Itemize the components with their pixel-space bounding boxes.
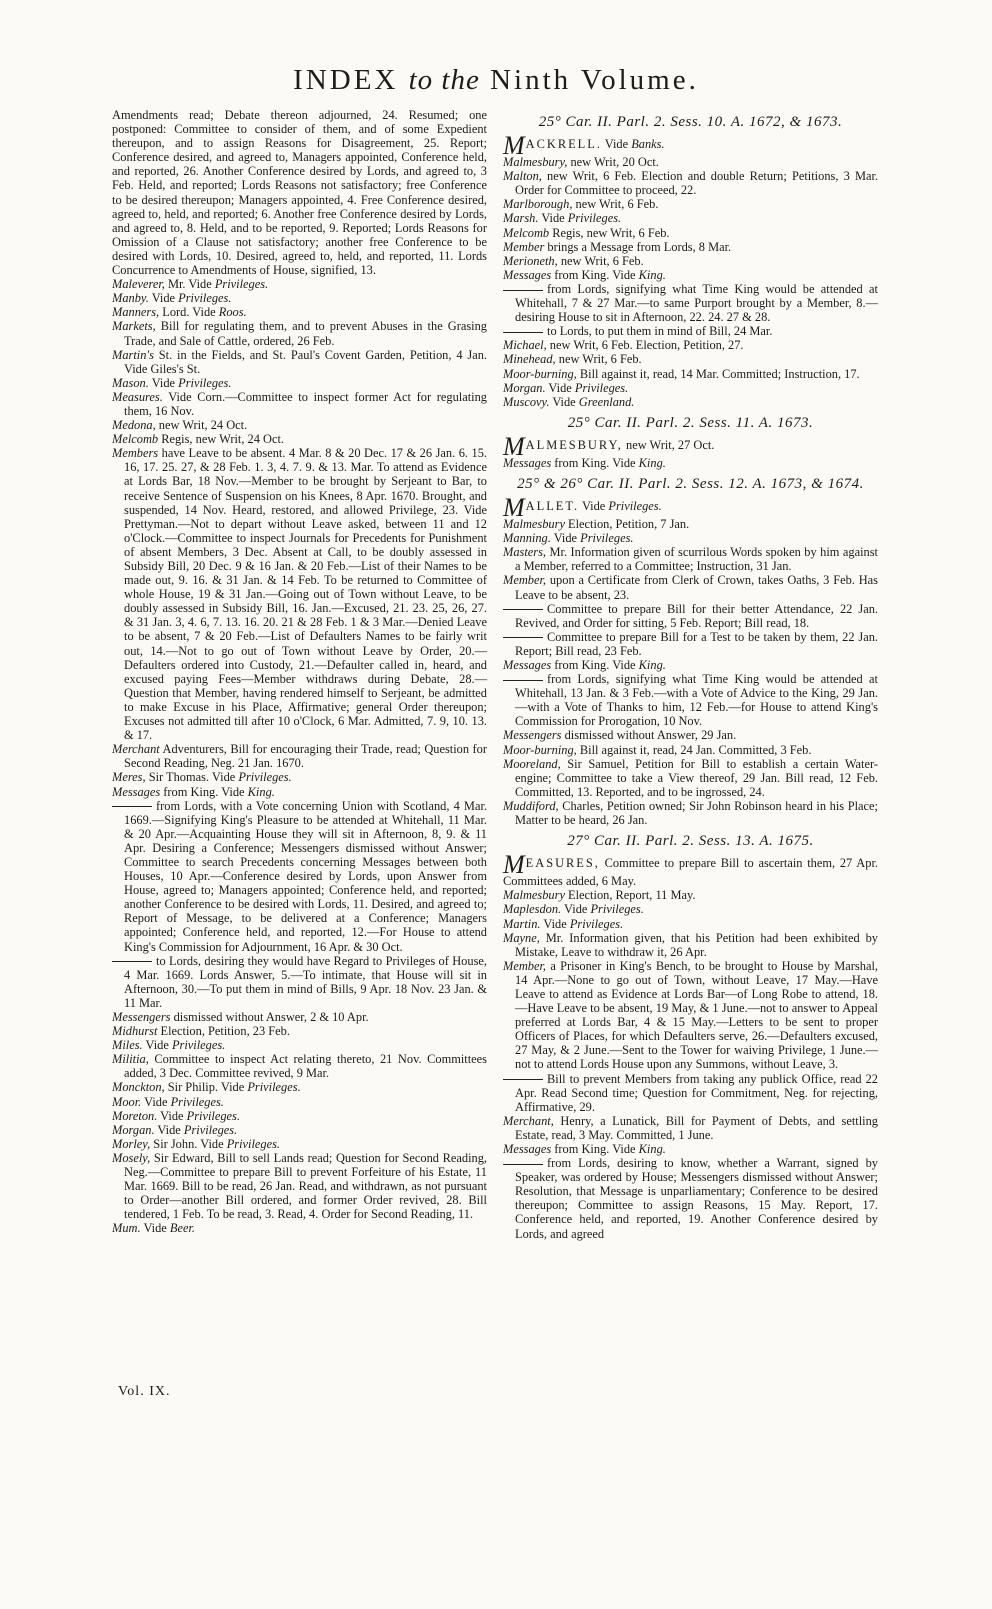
- ditto-dash: [503, 1164, 543, 1165]
- index-entry: [503, 338, 878, 352]
- index-entry: [503, 431, 878, 461]
- index-entry: [503, 630, 878, 658]
- entry-heading: Measures.: [112, 389, 163, 404]
- entry-text: new Writ, 27 Oct.: [622, 437, 715, 452]
- index-entry: [503, 531, 878, 545]
- page-title: [0, 64, 992, 97]
- index-entry: [503, 367, 878, 381]
- entry-heading: Merchant,: [503, 1113, 554, 1128]
- index-entry: [503, 381, 878, 395]
- entry-heading: Malmesbury: [503, 517, 565, 532]
- entry-text: Lord. Vide: [159, 305, 219, 320]
- entry-heading: Martin.: [503, 916, 541, 931]
- entry-heading: Meres,: [112, 770, 146, 785]
- index-entry: [503, 1142, 878, 1156]
- entry-heading: Moor-burning,: [503, 742, 577, 757]
- cross-reference: Privileges.: [608, 499, 662, 514]
- index-entry: [503, 917, 878, 931]
- entry-text: Vide: [141, 1094, 171, 1109]
- entry-heading: Members: [112, 446, 159, 461]
- entry-text: Election, Report, 11 May.: [564, 888, 696, 903]
- index-entry: [503, 888, 878, 902]
- entry-text: Vide: [540, 916, 570, 931]
- index-entry: [112, 432, 487, 446]
- index-entry: [503, 743, 878, 757]
- cross-reference: Privileges.: [580, 531, 634, 546]
- index-entry: [112, 1221, 487, 1235]
- index-entry: [503, 1114, 878, 1142]
- entry-heading: Martin's: [112, 347, 154, 362]
- entry-heading: Moreton.: [112, 1108, 158, 1123]
- entry-text: Vide: [140, 1221, 170, 1236]
- ditto-dash: [112, 806, 152, 807]
- index-entry: [112, 319, 487, 347]
- entry-text: Bill against it, read, 14 Mar. Committed; Instruction, 17.: [576, 366, 860, 381]
- entry-heading: ALMESBURY,: [525, 437, 623, 452]
- ditto-dash: [503, 332, 543, 333]
- entry-heading: Mosely,: [112, 1150, 151, 1165]
- index-entry: [503, 282, 878, 324]
- entry-heading: Manby.: [112, 291, 149, 306]
- entry-heading: Mayne,: [503, 930, 540, 945]
- index-entry: [503, 240, 878, 254]
- index-entry: [112, 785, 487, 799]
- entry-heading: Morgan.: [112, 1122, 155, 1137]
- entry-text: Regis, new Writ, 24 Oct.: [158, 432, 285, 447]
- title-middle: to the: [408, 64, 480, 96]
- entry-heading: Member,: [503, 958, 547, 973]
- index-entry: [112, 305, 487, 319]
- entry-text: Vide: [601, 137, 632, 152]
- entry-heading: Melcomb: [112, 432, 159, 447]
- entry-heading: Marsh.: [503, 211, 539, 226]
- index-entry: [503, 728, 878, 742]
- entry-heading: EASURES,: [525, 856, 600, 871]
- entry-heading: Member: [503, 239, 545, 254]
- entry-heading: Messages: [503, 658, 552, 672]
- entry-heading: Mooreland,: [503, 756, 561, 771]
- index-entry: [112, 1052, 487, 1080]
- index-entry: [503, 658, 878, 672]
- entry-text: Vide: [154, 1122, 184, 1137]
- ditto-dash: [112, 961, 152, 962]
- entry-heading: Manning.: [503, 531, 551, 546]
- entry-text: Committee to prepare Bill for a Test to be taken by them, 22 Jan. Report; Bill read, 23 Feb.: [515, 629, 878, 658]
- entry-heading: Messengers: [503, 728, 562, 743]
- entry-text: dismissed without Answer, 29 Jan.: [561, 728, 737, 743]
- index-entry: [503, 959, 878, 1072]
- entry-text: Committee to prepare Bill to ascertain them, 27 Apr. Committees added, 6 May.: [503, 856, 878, 889]
- entry-text: a Prisoner in King's Bench, to be brought to House by Marshal, 14 Apr.—None to go out of Town, without Leave, 17 May.—Have Leave to attend as Evidence at Lords Bar—of Long Robe to attend, 18.—Have Leave to be absent, 19 May, & 1 June.—not to answer to Appeal preferred at Lords Bar, 4 & 15 May.—Letters to be sent to proper Officers of Places, for which Defaulters serve, 26.—Defaulters excused, 27 May, & 2 June.—Sent to the Tower for waiving Privilege, 1 June.—not to attend Lords House upon any Summons, without Leave, 3.: [515, 958, 878, 1072]
- index-entry: [112, 446, 487, 742]
- entry-heading: Melcomb: [503, 225, 550, 240]
- entry-text: from King. Vide: [551, 658, 639, 672]
- index-entry: [503, 254, 878, 268]
- entry-heading: Maleverer,: [112, 277, 165, 292]
- cross-reference: Privileges.: [247, 1080, 301, 1095]
- entry-text: new Writ, 6 Feb. Election, Petition, 27.: [546, 338, 744, 353]
- entry-heading: ALLET.: [525, 499, 580, 514]
- entry-text: from Lords, signifying what Time King would be attended at Whitehall, 7 & 27 Mar.—to same Purport brought by a Member, 8.—desiring House to sit in Afternoon, 22. 24. 27 & 28.: [515, 281, 878, 325]
- index-entry: [503, 517, 878, 531]
- entry-heading: ACKRELL.: [525, 137, 602, 152]
- index-entry: [503, 226, 878, 240]
- entry-heading: Manners,: [112, 305, 160, 320]
- cross-reference: Banks.: [631, 137, 665, 152]
- entry-text: Sir Edward, Bill to sell Lands read; Question for Second Reading, Neg.—Committee to prepare Bill to prevent Forfeiture of his Estate, 11 Mar. 1669. Bill to be read, 26 Jan. Read, and withdrawn, as not pursuant to Order—another Bill ordered, and former Order revived, 28. Bill tendered, 1 Feb. To be read, 3. Read, 4. Order for Second Reading, 11.: [124, 1150, 487, 1222]
- cross-reference: Privileges.: [590, 902, 644, 917]
- entry-text: new Writ, 6 Feb.: [572, 197, 659, 212]
- entry-text: Mr. Information given of scurrilous Words spoken by him against a Member, referred to a Committee; Instruction, 31 Jan.: [515, 545, 878, 574]
- index-entry: [112, 1010, 487, 1024]
- entry-text: Henry, a Lunatick, Bill for Payment of Debts, and settling Estate, read, 3 May. Committed, 1 June.: [515, 1113, 878, 1142]
- entry-heading: Messengers: [112, 1010, 171, 1024]
- index-entry: [503, 902, 878, 916]
- index-entry: [503, 1156, 878, 1241]
- index-entry: [112, 291, 487, 305]
- drop-initial: M: [503, 431, 525, 461]
- entry-text: from King. Vide: [160, 784, 248, 799]
- index-entry: [503, 493, 878, 523]
- index-entry: [112, 418, 487, 432]
- ditto-dash: [503, 1079, 543, 1080]
- entry-text: Vide: [148, 291, 179, 306]
- entry-heading: Moor-burning,: [503, 366, 577, 381]
- index-entry: [112, 1123, 487, 1137]
- entry-heading: Mum.: [112, 1221, 141, 1236]
- index-entry: [112, 277, 487, 291]
- entry-text: Vide: [148, 375, 179, 390]
- cross-reference: Privileges.: [574, 380, 629, 395]
- entry-text: Vide: [142, 1038, 172, 1053]
- entry-heading: Morgan.: [503, 380, 546, 395]
- entry-text: from Lords, signifying what Time King would be attended at Whitehall, 13 Jan. & 3 Feb.—with a Vote of Advice to the King, 29 Jan.—with a Vote of Thanks to him, 12 Feb.—for House to attend King's Commission for Prorogation, 10 Nov.: [515, 672, 878, 729]
- index-entry: [112, 376, 487, 390]
- entry-heading: Midhurst: [112, 1024, 158, 1039]
- entry-heading: Militia,: [112, 1052, 149, 1067]
- entry-text: new Writ, 6 Feb. Election and double Return; Petitions, 3 Mar. Order for Committee to proceed, 22.: [515, 169, 878, 198]
- cross-reference: Privileges.: [567, 211, 622, 226]
- index-entry: [112, 770, 487, 784]
- right-column: [503, 108, 878, 1241]
- entry-text: Vide Corn.—Committee to inspect former Act for regulating them, 16 Nov.: [124, 389, 487, 418]
- entry-text: Amendments read; Debate thereon adjourned, 24. Resumed; one postponed: Committee to consider of them, and of some Expedient thereupon, and to assign Reasons for Disagreement, 25. Report; Conference desired, and agreed to, Managers appointed, Conference held, and reported, 26. Another Conference desired by Lords, and agreed to, 3 Feb. Held, and reported; Lords Reasons not satisfactory; free Conference to be desired thereupon; Managers appointed, 4. Free Conference desired, agreed to, held, and reported; 6. Another free Conference desired by Lords, and agreed to, 8. Held, and to be reported, 9. Reported; Lords Reasons for Omission of a Clause not satisfactory; another free Conference to be desired with Lords, 10. Desired, agreed to, held, and reported, 11. Lords Concurrence to Amendments of House, signified, 13.: [112, 108, 487, 278]
- entry-text: Bill against it, read, 24 Jan. Committed, 3 Feb.: [576, 742, 812, 757]
- entry-text: Vide: [550, 531, 581, 546]
- index-entry: [112, 1137, 487, 1151]
- index-entry: [503, 456, 878, 470]
- entry-text: Charles, Petition owned; Sir John Robinson heard in his Place; Matter to be heard, 26 Jan.: [515, 798, 878, 828]
- entry-heading: Mason.: [112, 375, 149, 390]
- index-entry: [112, 954, 487, 1010]
- entry-heading: Marlborough,: [503, 197, 573, 212]
- index-entry: [112, 1151, 487, 1221]
- entry-text: Vide: [579, 499, 609, 514]
- cross-reference: Privileges.: [178, 291, 232, 306]
- index-entry: [503, 672, 878, 728]
- entry-text: Sir Thomas. Vide: [145, 770, 239, 785]
- session-heading: 25° Car. II. Parl. 2. Sess. 11. A. 1673.: [567, 414, 814, 431]
- index-entry: [503, 602, 878, 630]
- index-entry: [112, 1024, 487, 1038]
- entry-text: from King. Vide: [551, 455, 639, 470]
- index-entry: [112, 1080, 487, 1094]
- cross-reference: Privileges.: [186, 1108, 240, 1123]
- entry-text: from Lords, with a Vote concerning Union with Scotland, 4 Mar. 1669.—Signifying King's Pleasure to be attended at Whitehall, 11 Mar. & 20 Apr.—Acquainting House they will sit in Afternoon, 8, 9. & 11 Apr. Desiring a Conference; Messengers dismissed without Answer; Committee to search Precedents concerning Messages between both Houses, 10 Apr.—Conference desired by Lords, upon Answer from House, agreed to; Managers appointed; Conference held, and reported; another Conference to be desired with Lords, 11. Desired, and agreed to; Report of Message, to be delivered at a Conference; Managers appointed; Conference held, and reported, 12.—For House to attend King's Commission for Adjournment, 16 Apr. & 30 Oct.: [124, 798, 487, 954]
- index-entry: [112, 742, 487, 770]
- entry-text: Mr. Vide: [164, 277, 215, 292]
- entry-heading: Merchant: [112, 742, 160, 757]
- entry-text: Committee to inspect Act relating thereto, 21 Nov. Committees added, 3 Dec. Committee revived, 9 Mar.: [124, 1052, 487, 1081]
- entry-heading: Messages: [503, 455, 552, 470]
- entry-heading: Masters,: [503, 545, 547, 560]
- cross-reference: King.: [638, 455, 666, 470]
- cross-reference: King.: [247, 784, 275, 799]
- index-entry: [503, 211, 878, 225]
- index-entry: [503, 850, 878, 889]
- cross-reference: Privileges.: [226, 1136, 281, 1151]
- index-entry: [503, 799, 878, 827]
- cross-reference: Privileges.: [238, 770, 292, 785]
- entry-text: Sir John. Vide: [150, 1136, 227, 1151]
- session-heading: 27° Car. II. Parl. 2. Sess. 13. A. 1675.: [567, 833, 814, 850]
- entry-text: Mr. Information given, that his Petition had been exhibited by Mistake, Leave to withdraw it, 26 Apr.: [515, 930, 878, 959]
- ditto-dash: [503, 637, 543, 638]
- volume-footer: Vol. IX.: [118, 1384, 171, 1399]
- session-heading: 25° Car. II. Parl. 2. Sess. 10. A. 1672, & 1673.: [538, 114, 843, 130]
- entry-text: new Writ, 20 Oct.: [567, 155, 659, 170]
- entry-heading: Michael,: [503, 338, 547, 353]
- index-entry: [112, 390, 487, 418]
- index-entry: [112, 1109, 487, 1123]
- entry-heading: Messages: [503, 267, 552, 282]
- entry-heading: Monckton,: [112, 1080, 165, 1095]
- index-entry: [503, 1072, 878, 1114]
- entry-text: brings a Message from Lords, 8 Mar.: [544, 239, 732, 254]
- entry-text: to Lords, to put them in mind of Bill, 24 Mar.: [547, 324, 773, 339]
- entry-text: Vide: [561, 902, 591, 917]
- entry-heading: Member,: [503, 573, 547, 588]
- entry-heading: Malmesbury: [503, 888, 565, 903]
- cross-reference: Privileges.: [178, 375, 232, 390]
- index-entry: [503, 545, 878, 573]
- drop-initial: M: [503, 131, 525, 161]
- entry-heading: Markets,: [112, 319, 156, 334]
- entry-text: Adventurers, Bill for encouraging their Trade, read; Question for Second Reading, Neg. 21 Jan. 1670.: [124, 742, 487, 771]
- cross-reference: Privileges.: [214, 277, 269, 292]
- index-entry: [112, 799, 487, 954]
- index-entry: [112, 1038, 487, 1052]
- entry-text: upon a Certificate from Clerk of Crown, takes Oaths, 3 Feb. Has Leave to be absent, 23.: [515, 573, 878, 602]
- entry-text: Vide: [157, 1108, 187, 1123]
- entry-text: to Lords, desiring they would have Regard to Privileges of House, 4 Mar. 1669. Lords Answer, 5.—To intimate, that House will sit in Afternoon, 30.—To put them in mind of Bills, 9 Apr. 18 Nov. 23 Jan. & 11 Mar.: [124, 953, 487, 1010]
- entry-heading: Medona,: [112, 418, 156, 433]
- cross-reference: King.: [638, 267, 666, 282]
- index-entry: [112, 108, 487, 277]
- entry-text: Sir Samuel, Petition for Bill to establish a certain Water-engine; Committee to take a View thereof, 29 Jan. Bill read, 12 Feb. Committed, 13. Reported, and to be ingrossed, 24.: [515, 756, 878, 799]
- ditto-dash: [503, 609, 543, 610]
- entry-heading: Moor.: [112, 1094, 142, 1109]
- entry-text: from King. Vide: [551, 267, 639, 282]
- entry-text: from Lords, desiring to know, whether a Warrant, signed by Speaker, was ordered by House; Messengers dismissed without Answer; Resolution, that Message is unparliamentary; Conference to be desired thereupon; Committee to assign Reasons, 15 May. Report, 17. Conference held, and reported, 19. Another Conference desired by Lords, and agreed: [515, 1156, 878, 1241]
- entry-text: from King. Vide: [551, 1142, 639, 1156]
- cross-reference: King.: [638, 1142, 666, 1156]
- entry-heading: Miles.: [112, 1038, 143, 1053]
- cross-reference: Roos.: [218, 305, 247, 320]
- drop-initial: M: [503, 493, 525, 523]
- entry-text: Vide: [538, 211, 568, 226]
- entry-heading: Messages: [112, 784, 161, 799]
- entry-text: new Writ, 24 Oct.: [155, 418, 248, 433]
- index-entry: [112, 1095, 487, 1109]
- entry-text: Committee to prepare Bill for their better Attendance, 22 Jan. Revived, and Order for sitting, 5 Feb. Report; Bill read, 18.: [515, 601, 878, 630]
- entry-text: St. in the Fields, and St. Paul's Covent Garden, Petition, 4 Jan. Vide Giles's St.: [124, 347, 487, 376]
- entry-heading: Maplesdon.: [503, 902, 562, 917]
- entry-heading: Malton,: [503, 169, 542, 184]
- title-suffix: Ninth Volume.: [490, 64, 699, 96]
- index-entry: [503, 395, 878, 409]
- entry-heading: Morley,: [112, 1136, 151, 1151]
- cross-reference: Privileges.: [183, 1122, 238, 1137]
- ditto-dash: [503, 290, 543, 291]
- entry-text: new Writ, 6 Feb.: [557, 253, 644, 268]
- entry-text: Vide: [545, 380, 575, 395]
- entry-text: new Writ, 6 Feb.: [555, 352, 642, 367]
- session-heading: 25° & 26° Car. II. Parl. 2. Sess. 12. A. 1673, & 1674.: [517, 475, 864, 492]
- ditto-dash: [503, 680, 543, 681]
- cross-reference: Beer.: [169, 1221, 196, 1236]
- index-entry: [503, 324, 878, 338]
- index-entry: [503, 352, 878, 366]
- cross-reference: Privileges.: [170, 1094, 224, 1109]
- cross-reference: Privileges.: [569, 916, 624, 931]
- entry-text: Election, Petition, 7 Jan.: [564, 517, 690, 532]
- entry-text: Election, Petition, 23 Feb.: [157, 1024, 290, 1039]
- index-entry: [503, 931, 878, 959]
- entry-heading: Malmesbury,: [503, 155, 568, 170]
- index-entry: [503, 131, 878, 161]
- entry-text: Vide: [549, 394, 579, 409]
- cross-reference: Greenland.: [578, 394, 635, 409]
- index-entry: [503, 268, 878, 282]
- index-entry: [503, 169, 878, 197]
- entry-text: Bill for regulating them, and to prevent Abuses in the Grasing Trade, and Sale of Cattle, ordered, 26 Feb.: [124, 319, 487, 348]
- left-column: [112, 108, 487, 1236]
- index-entry: [503, 197, 878, 211]
- entry-text: Regis, new Writ, 6 Feb.: [549, 225, 670, 240]
- entry-heading: Minehead,: [503, 352, 556, 367]
- entry-heading: Muddiford,: [503, 798, 559, 813]
- entry-text: Sir Philip. Vide: [164, 1080, 248, 1095]
- entry-heading: Messages: [503, 1142, 552, 1156]
- entry-text: have Leave to be absent. 4 Mar. 8 & 20 Dec. 17 & 26 Jan. 6. 15. 16, 17. 25. 27, & 28 Feb. 1. 3, 4. 7. 9. & 13. Mar. To attend as Evidence at Lords Bar, 18 Nov.—Member to be brought by Serjeant to Bar, to receive Sentence of Suspension on his Knees, 8 Apr. 1670. Brought, and suspended, 14 Nov. Heard, restored, and allowed Privilege, 23. Vide Prettyman.—Not to depart without Leave asked, between 11 and 12 o'Clock.—Committee to inspect Journals for Precedents for Punishment of absent Members, 3 Dec. Absent at Call, to be doubly assessed in Subsidy Bill, 20 Dec. 9 & 16 Jan. & 20 Feb.—List of their Names to be made out, 9. 16. & 31 Jan. & 14 Feb. To be returned to Committee of whole House, 19 & 31 Jan.—Going out of Town without Leave, to be doubly assessed in Subsidy Bill, 16. Jan.—Excused, 21. 23. 25, 26, 27. & 31 Jan. 3, 4. 6, 7. 13. 16. 20. 21 & 28 Feb. 1 & 3 Mar.—Denied Leave to be absent, 7 & 20 Feb.—List of Defaulters Names to be fairly writ out, 14.—Not to go out of Town without Leave by Order, 20.—Defaulters ordered into Custody, 21.—Defaulter called in, heard, and excused paying Fees—Member withdraws during Debate, 28.—Question that Member, having rendered himself to Serjeant, be admitted to make Excuse in his Place, Affirmative; general Order thereupon; Excuses not admitted till after 10 o'Clock, 6 Mar. Admitted, 7. 9, 10. 13. & 17.: [124, 446, 487, 743]
- title-prefix: INDEX: [293, 64, 399, 96]
- entry-text: dismissed without Answer, 2 & 10 Apr.: [170, 1010, 369, 1024]
- entry-heading: Muscovy.: [503, 394, 550, 409]
- drop-initial: M: [503, 850, 525, 880]
- cross-reference: Privileges.: [171, 1038, 226, 1053]
- index-entry: [503, 573, 878, 601]
- entry-text: Bill to prevent Members from taking any publick Office, read 22 Apr. Read Second time; Question for Commitment, Neg. for rejecting, Affirmative, 29.: [515, 1071, 878, 1114]
- index-entry: [503, 757, 878, 799]
- index-entry: [112, 348, 487, 376]
- entry-heading: Merioneth,: [503, 253, 558, 268]
- cross-reference: King.: [638, 658, 666, 672]
- index-entry: [503, 155, 878, 169]
